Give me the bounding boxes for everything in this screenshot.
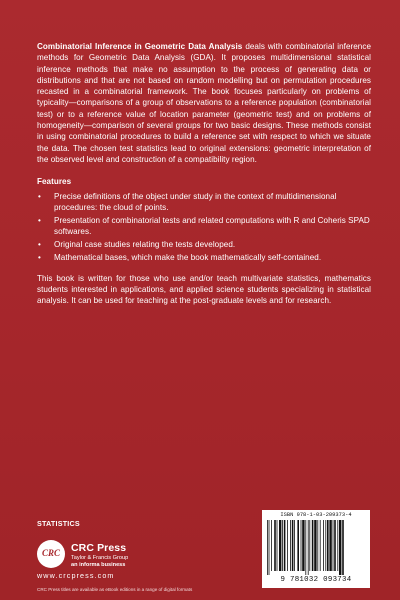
book-title: Combinatorial Inference in Geometric Data Analysis xyxy=(37,42,243,51)
bullet-icon: • xyxy=(38,191,41,201)
barcode-bar xyxy=(305,520,306,575)
feature-item xyxy=(37,191,371,214)
publisher-group: Taylor & Francis Group xyxy=(71,555,129,561)
barcode-bar xyxy=(282,520,283,571)
barcode-bar xyxy=(329,520,331,571)
barcode-bar xyxy=(337,520,338,571)
feature-text: Original case studies relating the tests developed. xyxy=(54,239,236,249)
publisher-logo xyxy=(37,540,217,580)
feature-item xyxy=(37,215,371,238)
ebook-note: CRC Press titles are available as eBook editions in a range of digital formats xyxy=(37,587,193,592)
barcode-bar xyxy=(269,520,270,575)
barcode-bar xyxy=(327,520,329,571)
feature-item xyxy=(37,239,371,250)
barcode-bar xyxy=(292,520,294,571)
barcode-bar xyxy=(277,520,278,571)
publisher-url: www.crcpress.com xyxy=(37,571,115,580)
isbn-text: ISBN 978-1-03-209373-4 xyxy=(280,512,352,518)
barcode-bar xyxy=(274,520,276,571)
intro-body: deals with combinatorial inference methods for Geometric Data Analysis (GDA). It proposes multidimensional statistical inference methods that make no assumption to the process of generating data or distributions and that are not based on random modelling but on permutation procedures recasted in a combinatorial framework. The book focuses particularly on problems of typicality—comparisons of a group of observations to a reference population (combinatorial test) or to a reference value of location parameter (geometric test) and on problems of homogeneity—comparison of several groups for two basic designs. These methods consist in using combinatorial procedures to build a reference set with respect to which we situate the data. The chosen test statistics lead to original extensions: geometric interpretation of the observed level and construction of a compatibility region. xyxy=(37,42,372,164)
features-heading: Features xyxy=(37,177,72,187)
crc-seal-icon xyxy=(37,540,65,568)
barcode-bar xyxy=(314,520,316,571)
publisher-name: CRC Press xyxy=(71,542,127,554)
barcode-bar xyxy=(271,520,272,571)
barcode-bar xyxy=(320,520,321,571)
barcode-bar xyxy=(323,520,324,571)
feature-text: Precise definitions of the object under study in the context of multidimensional procedures: the cloud of points. xyxy=(54,191,337,212)
seal-text: CRC xyxy=(41,548,60,558)
barcode-bar xyxy=(294,520,295,571)
barcode-bar xyxy=(333,520,334,571)
intro-paragraph xyxy=(37,41,371,165)
barcode-bar xyxy=(297,520,299,571)
barcode-bar xyxy=(342,520,344,575)
barcode-bar xyxy=(284,520,286,571)
barcode-bar xyxy=(287,520,288,571)
barcode-block xyxy=(262,510,370,588)
barcode-icon xyxy=(265,520,367,575)
barcode-bar xyxy=(267,520,268,575)
barcode-bar xyxy=(279,520,281,571)
barcode-bar xyxy=(309,520,310,571)
bullet-icon: • xyxy=(38,252,41,262)
barcode-bar xyxy=(312,520,314,571)
publisher-business: an informa business xyxy=(71,562,126,568)
barcode-bar xyxy=(301,520,302,571)
blurb xyxy=(37,41,371,307)
barcode-bar xyxy=(334,520,336,571)
barcode-bar xyxy=(290,520,291,571)
category-label: STATISTICS xyxy=(37,519,80,528)
feature-text: Mathematical bases, which make the book mathematically self-contained. xyxy=(54,252,322,262)
barcode-bar xyxy=(302,520,304,571)
feature-item xyxy=(37,252,371,263)
barcode-bar xyxy=(325,520,326,571)
barcode-bar xyxy=(339,520,341,575)
barcode-bar xyxy=(317,520,318,571)
barcode-bar xyxy=(308,520,309,575)
bullet-icon: • xyxy=(38,215,41,225)
feature-text: Presentation of combinatorial tests and related computations with R and Coheris SPAD softwares. xyxy=(54,215,370,236)
ean-digits: 9 781032 093734 xyxy=(280,576,352,584)
bullet-icon: • xyxy=(38,239,41,249)
features-list xyxy=(37,191,371,263)
audience-paragraph: This book is written for those who use and/or teach multivariate statistics, mathematics students interested in applications, and applied science students specializing in statistical analysis. It can be used for teaching at the post-graduate levels and for research. xyxy=(37,273,371,306)
